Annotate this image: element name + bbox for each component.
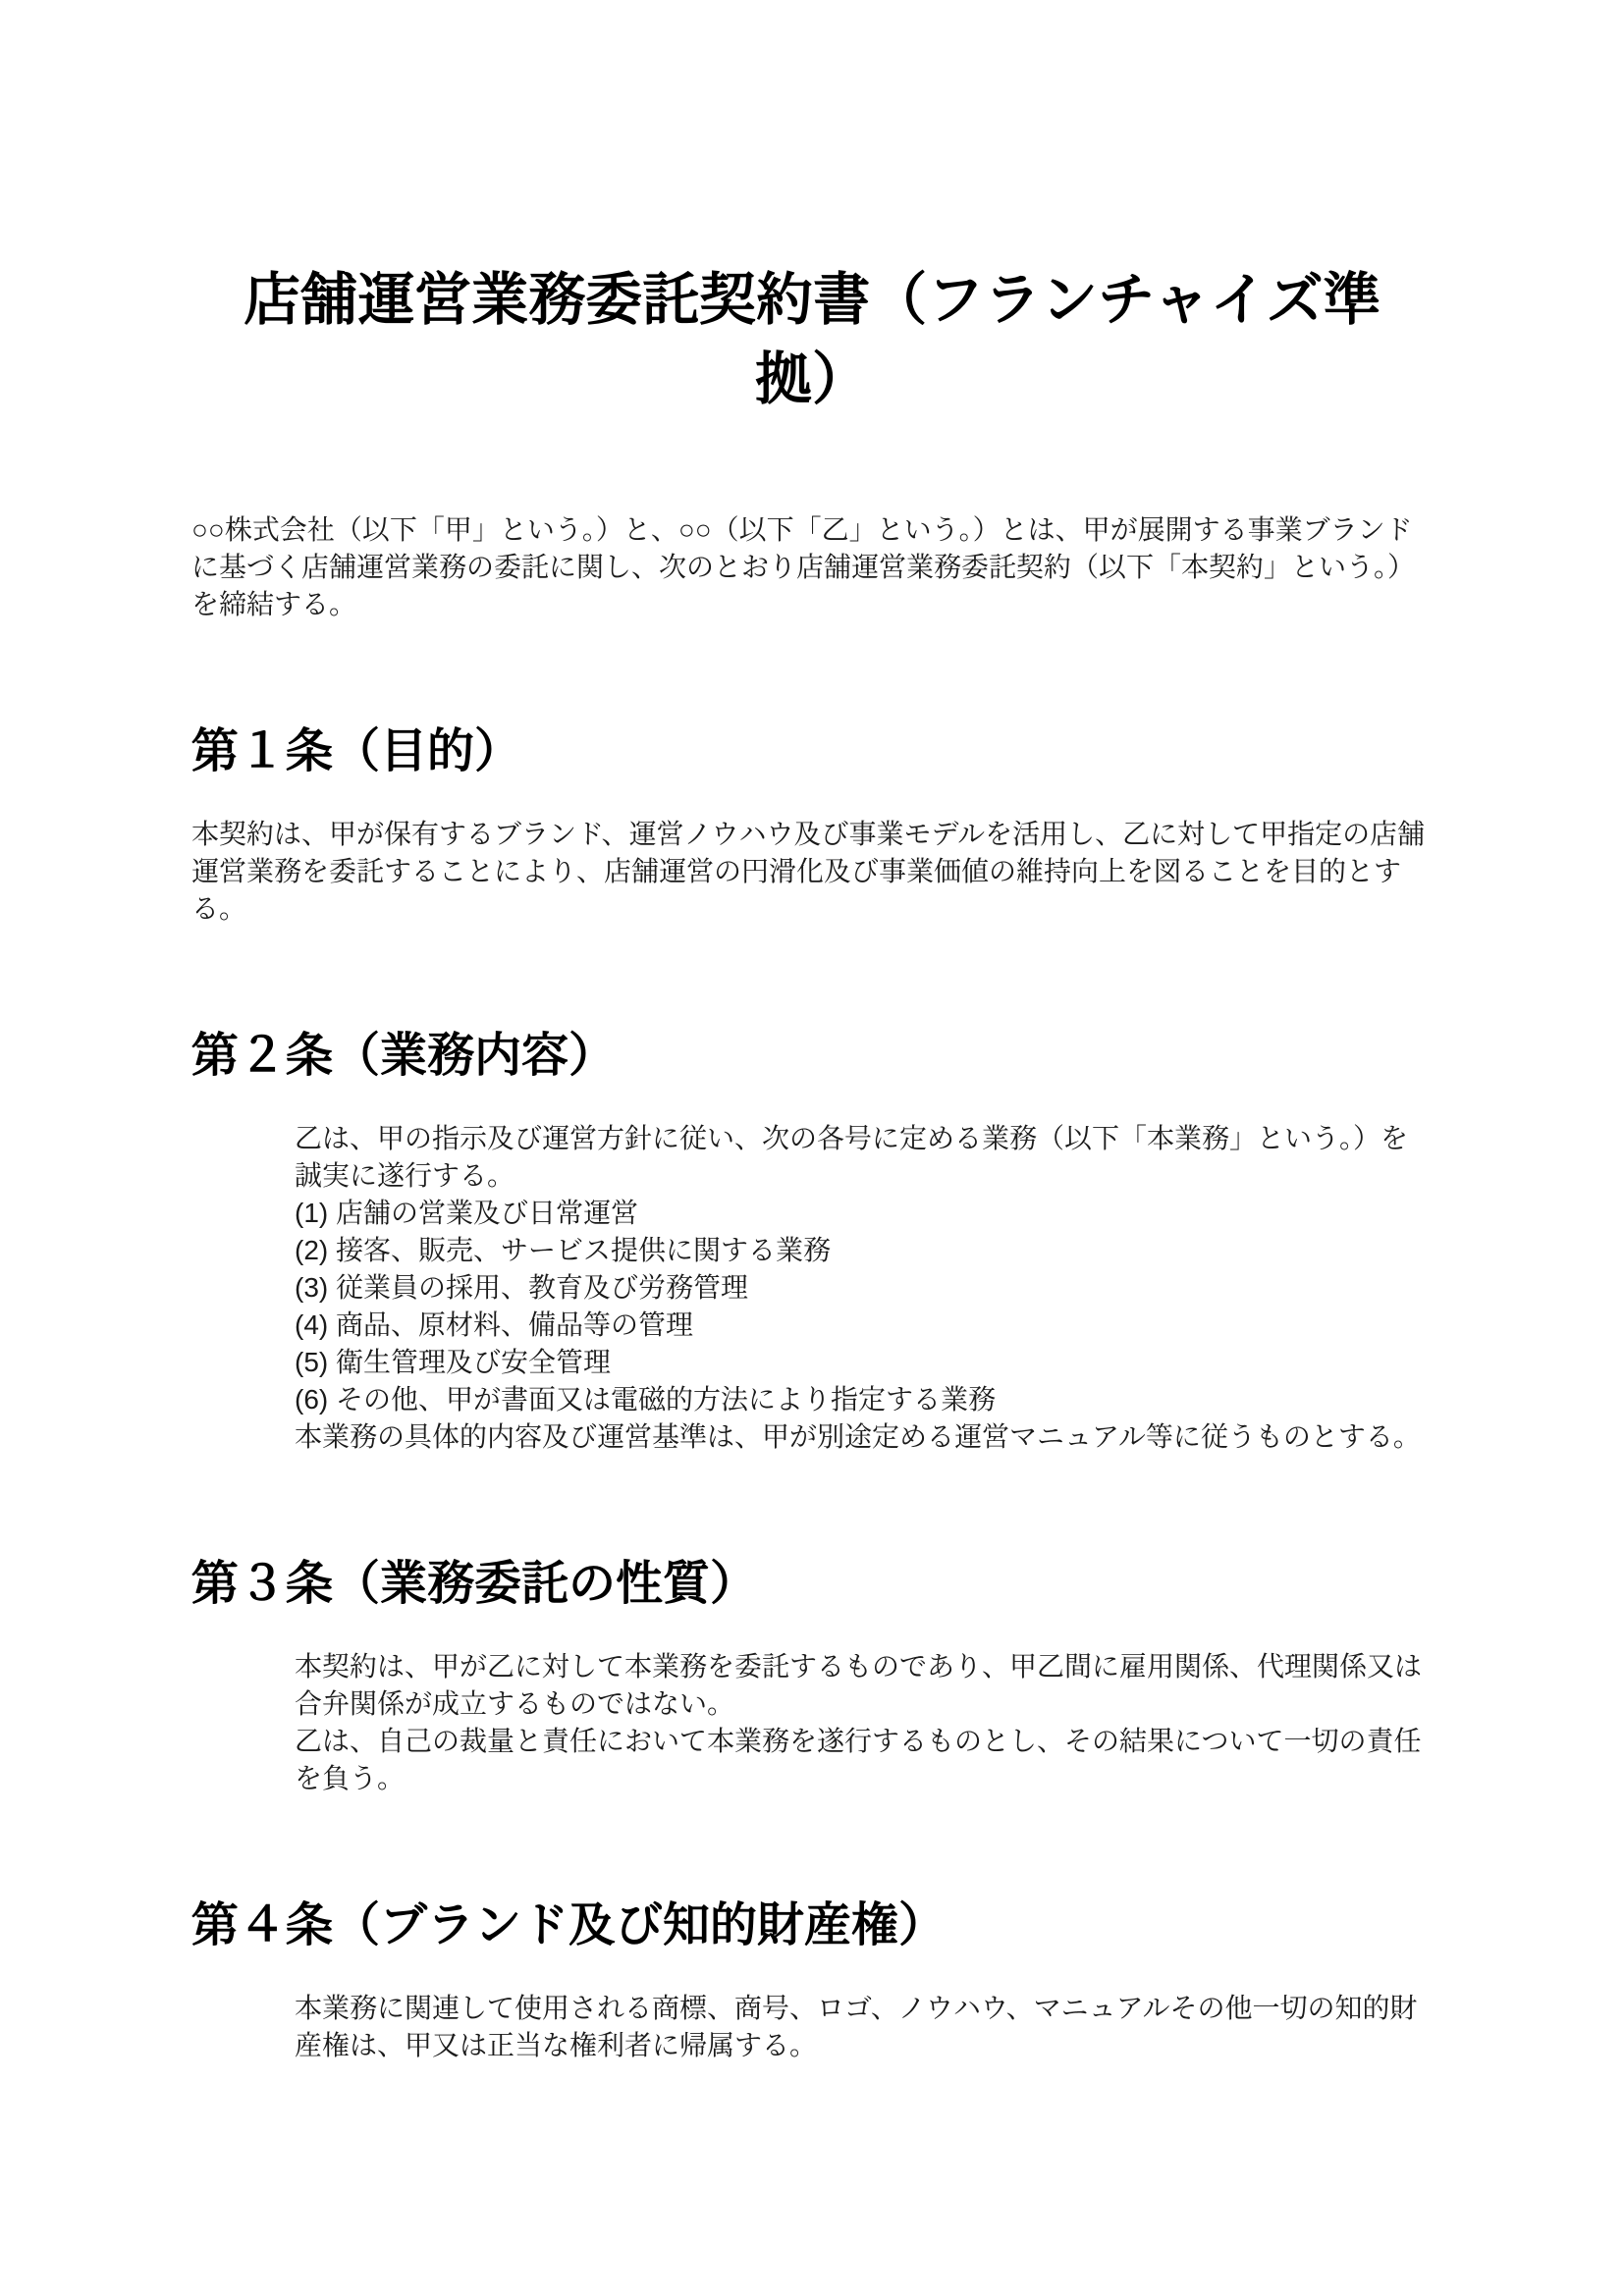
article-2-heading: 第２条（業務内容）	[191, 1030, 617, 1082]
article-section-1	[191, 721, 1433, 928]
text-line: 乙は、自己の裁量と責任において本業務を遂行するものとし、その結果について一切の責任を負う。	[295, 1726, 1422, 1793]
article-section-3	[191, 1554, 1433, 1797]
text-line: (1) 店舗の営業及び日常運営	[295, 1198, 639, 1228]
text-line: 本契約は、甲が乙に対して本業務を委託するものであり、甲乙間に雇用関係、代理関係又は合弁関係が成立するものではない。	[295, 1651, 1423, 1719]
text-line: (3) 従業員の採用、教育及び労務管理	[295, 1272, 749, 1303]
article-1-heading: 第１条（目的）	[191, 725, 522, 777]
article-section-2	[191, 1026, 1433, 1456]
document-title: 店舗運営業務委託契約書（フランチャイズ準拠）	[244, 268, 1380, 411]
text-line: 乙は、甲の指示及び運営方針に従い、次の各号に定める業務（以下「本業務」という。）を誠実に遂行する。	[295, 1123, 1409, 1191]
text-line: 本業務に関連して使用される商標、商号、ロゴ、ノウハウ、マニュアルその他一切の知的財産権は、甲又は正当な権利者に帰属する。	[295, 1993, 1418, 2060]
article-3-heading: 第３条（業務委託の性質）	[191, 1558, 758, 1610]
text-line: 本契約は、甲が保有するブランド、運営ノウハウ及び事業モデルを活用し、乙に対して甲指定の店舗運営業務を委託することにより、店舗運営の円滑化及び事業価値の維持向上を図ることを目的とする。	[191, 819, 1426, 924]
article-4-heading: 第４条（ブランド及び知的財産権）	[191, 1899, 947, 1951]
article-1-body	[191, 816, 1433, 928]
article-section-4	[191, 1896, 1433, 2064]
text-line: (5) 衛生管理及び安全管理	[295, 1347, 612, 1377]
article-3-body	[191, 1648, 1433, 1797]
text-line: (6) その他、甲が書面又は電磁的方法により指定する業務	[295, 1384, 997, 1415]
article-2-body	[191, 1120, 1433, 1456]
preamble-paragraph: ○○株式会社（以下「甲」という。）と、○○（以下「乙」という。）とは、甲が展開する事業ブランドに基づく店舗運営業務の委託に関し、次のとおり店舗運営業務委託契約（以下「本契約」という。）を締結する。	[191, 514, 1416, 619]
text-line: (4) 商品、原材料、備品等の管理	[295, 1309, 694, 1340]
article-4-body	[191, 1990, 1433, 2064]
text-line: 本業務の具体的内容及び運営基準は、甲が別途定める運営マニュアル等に従うものとする。	[295, 1421, 1421, 1452]
text-line: (2) 接客、販売、サービス提供に関する業務	[295, 1235, 832, 1265]
